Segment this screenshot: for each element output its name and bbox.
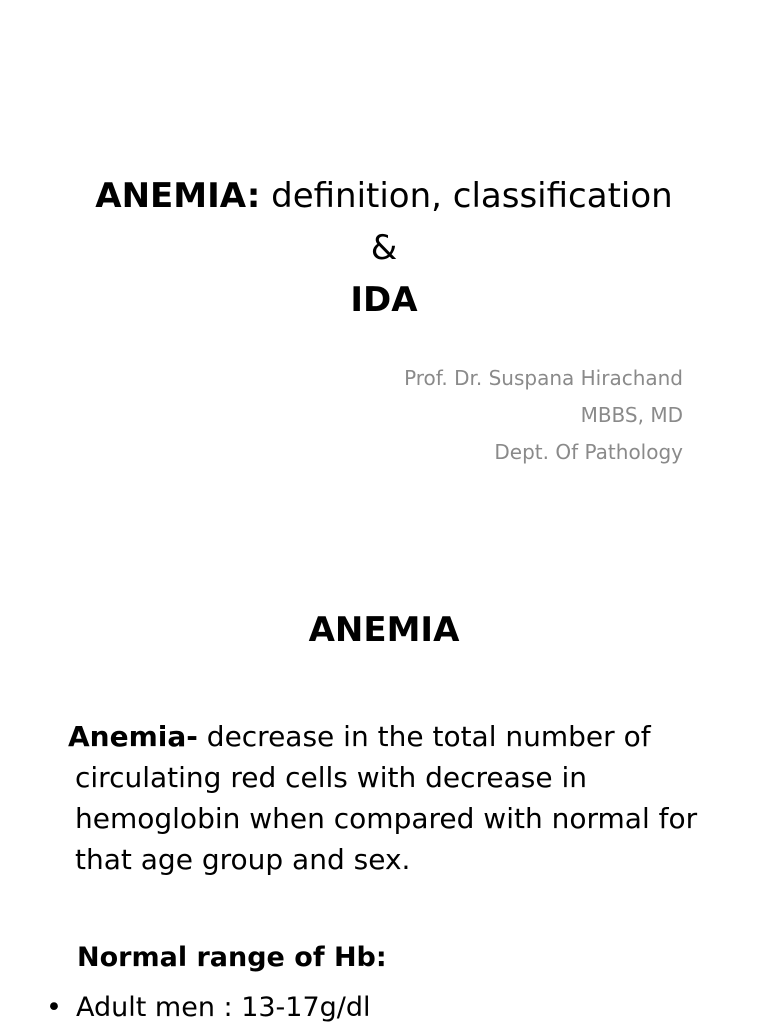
slide-title bbox=[0, 170, 768, 326]
title-bold: ANEMIA: bbox=[95, 176, 261, 216]
author-block bbox=[404, 360, 683, 471]
bullet-text: Adult men : 13-17g/dl bbox=[76, 992, 371, 1023]
title-ida: IDA bbox=[350, 280, 418, 320]
definition-line-4: that age group and sex. bbox=[75, 843, 411, 876]
content-slide bbox=[0, 576, 768, 1024]
slide-2-title: ANEMIA bbox=[308, 610, 460, 650]
definition-line-1: decrease in the total number of bbox=[197, 720, 651, 753]
definition-paragraph bbox=[68, 716, 708, 880]
bullet-marker: • bbox=[46, 992, 62, 1023]
author-dept: Dept. Of Pathology bbox=[494, 440, 683, 464]
title-line-1 bbox=[0, 170, 768, 222]
author-degree: MBBS, MD bbox=[580, 403, 683, 427]
title-rest: definition, classification bbox=[260, 176, 673, 216]
bullet-item bbox=[46, 988, 371, 1028]
normal-range-heading: Normal range of Hb: bbox=[77, 942, 387, 973]
definition-line-2: circulating red cells with decrease in bbox=[75, 761, 588, 794]
definition-term: Anemia- bbox=[68, 720, 198, 753]
definition-line-3: hemoglobin when compared with normal for bbox=[75, 802, 698, 835]
author-name: Prof. Dr. Suspana Hirachand bbox=[404, 366, 683, 390]
title-ampersand: & bbox=[370, 228, 398, 268]
